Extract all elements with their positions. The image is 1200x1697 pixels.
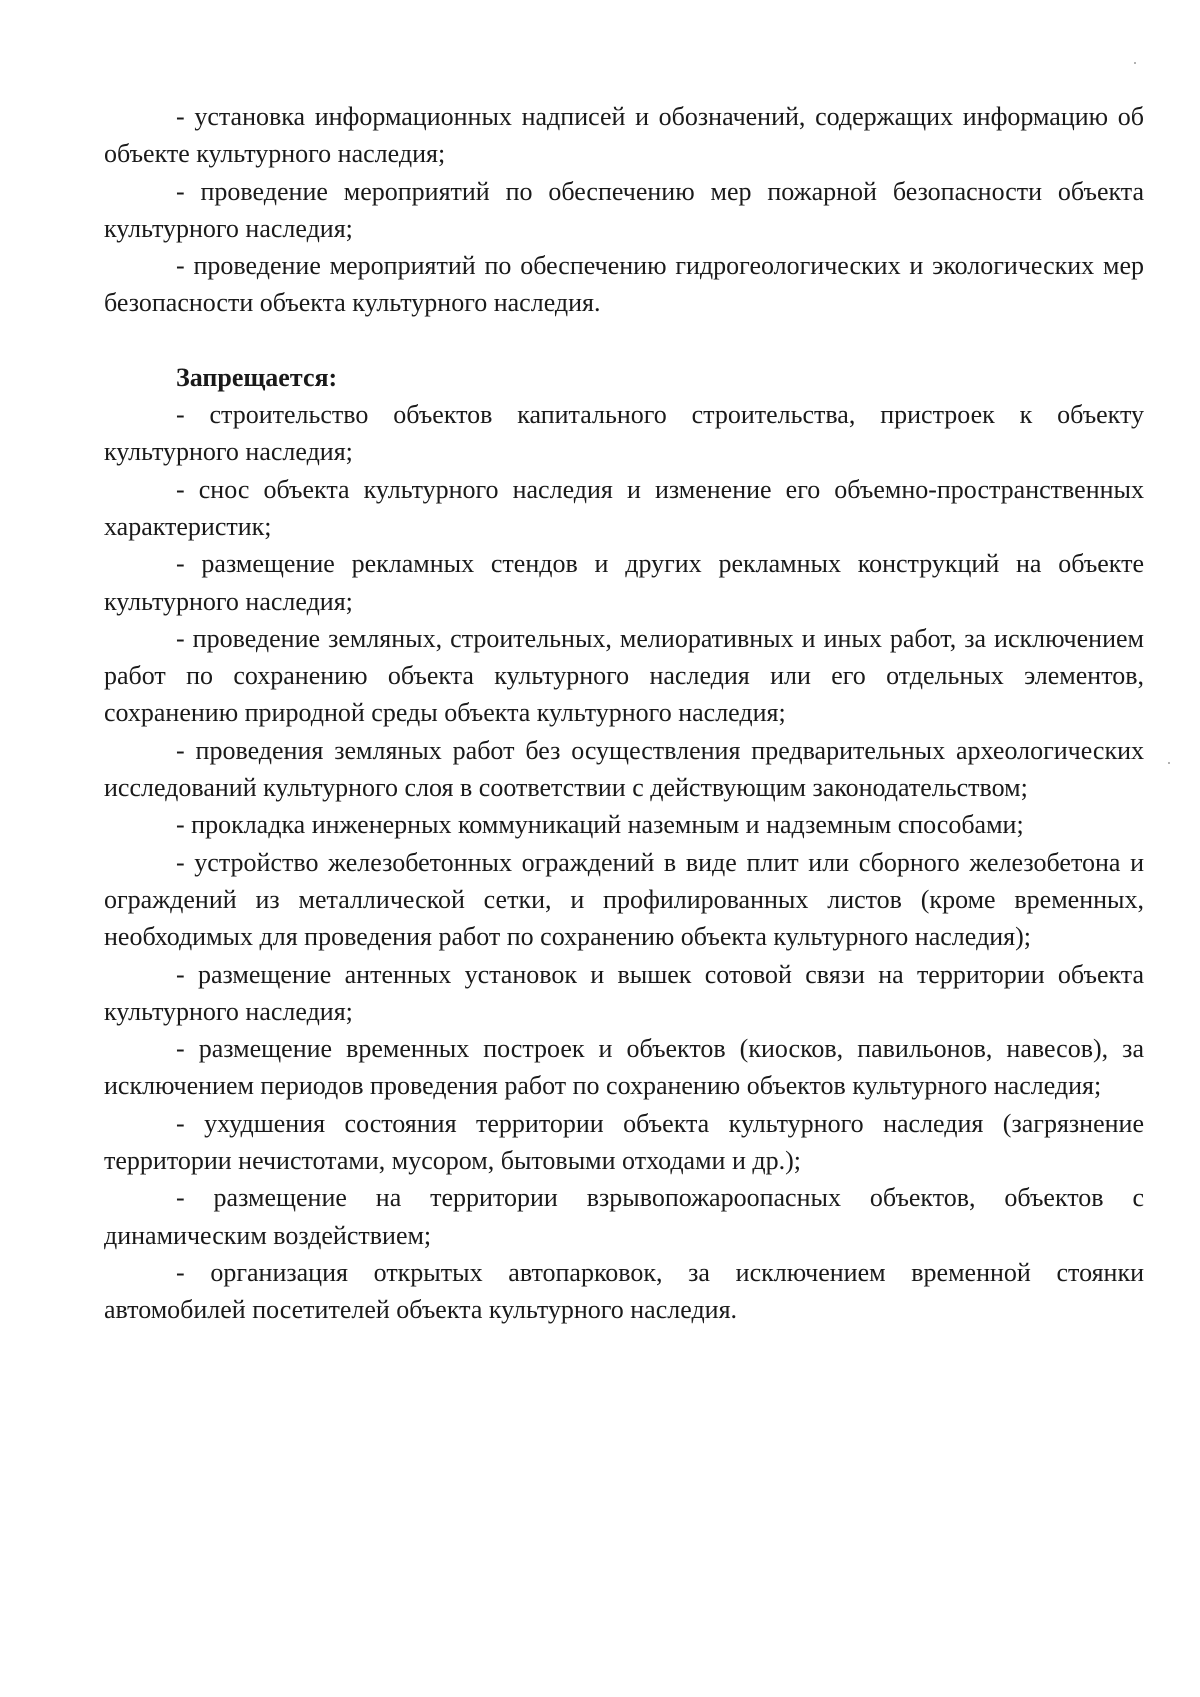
scan-speck bbox=[1134, 62, 1136, 64]
intro-item: - установка информационных надписей и обозначений, содержащих информацию об объекте культурного наследия; bbox=[104, 102, 1144, 169]
prohibited-item: - проведение земляных, строительных, мелиоративных и иных работ, за исключением работ по сохранению объекта культурного наследия или его отдельных элементов, сохранению природной среды объекта культурного наследия; bbox=[104, 623, 1144, 728]
scan-speck bbox=[1168, 762, 1170, 764]
prohibited-heading: Запрещается: bbox=[176, 362, 338, 392]
prohibited-item: - снос объекта культурного наследия и изменение его объемно-пространственных характеристик; bbox=[104, 474, 1144, 541]
prohibited-item: - устройство железобетонных ограждений в виде плит или сборного железобетона и ограждений из металлической сетки, и профилированных листов (кроме временных, необходимых для проведения работ по сохранению объекта культурного наследия); bbox=[104, 847, 1144, 952]
prohibited-item: - размещение на территории взрывопожароопасных объектов, объектов с динамическим воздействием; bbox=[104, 1183, 1144, 1250]
prohibited-item: - размещение антенных установок и вышек сотовой связи на территории объекта культурного наследия; bbox=[104, 959, 1144, 1026]
prohibited-item: - размещение рекламных стендов и других рекламных конструкций на объекте культурного наследия; bbox=[104, 549, 1144, 616]
prohibited-item: - строительство объектов капитального строительства, пристроек к объекту культурного наследия; bbox=[104, 400, 1144, 467]
prohibited-item: - прокладка инженерных коммуникаций наземным и надземным способами; bbox=[176, 810, 1024, 840]
document-body bbox=[104, 98, 1144, 1329]
prohibited-item: - размещение временных построек и объектов (киосков, павильонов, навесов), за исключением периодов проведения работ по сохранению объектов культурного наследия; bbox=[104, 1034, 1144, 1101]
prohibited-item: - организация открытых автопарковок, за исключением временной стоянки автомобилей посетителей объекта культурного наследия. bbox=[104, 1257, 1144, 1325]
prohibited-item: - ухудшения состояния территории объекта культурного наследия (загрязнение территории нечистотами, мусором, бытовыми отходами и др.); bbox=[104, 1108, 1144, 1176]
intro-item: - проведение мероприятий по обеспечению гидрогеологических и экологических мер безопасности объекта культурного наследия. bbox=[104, 251, 1144, 318]
intro-item: - проведение мероприятий по обеспечению мер пожарной безопасности объекта культурного наследия; bbox=[104, 176, 1144, 243]
prohibited-item: - проведения земляных работ без осуществления предварительных археологических исследований культурного слоя в соответствии с действующим законодательством; bbox=[104, 735, 1144, 803]
paragraph-gap bbox=[104, 322, 1144, 359]
